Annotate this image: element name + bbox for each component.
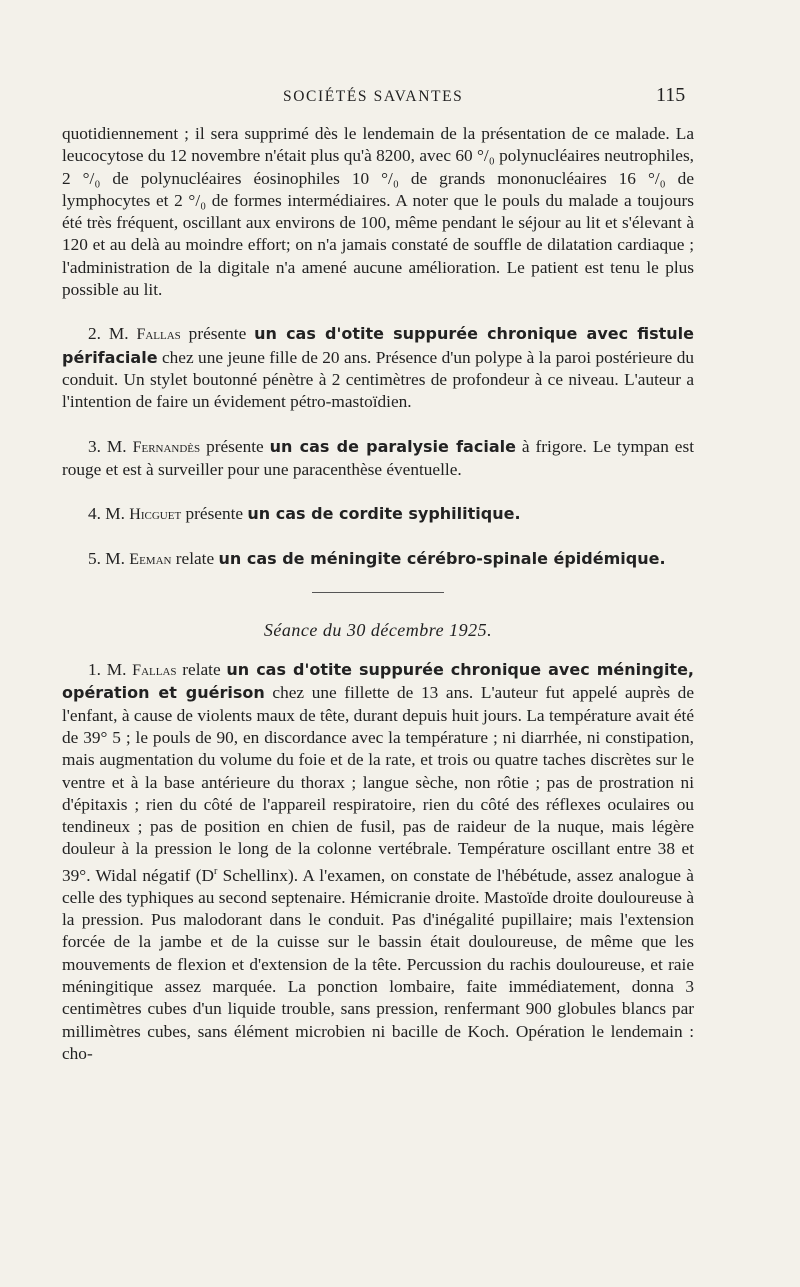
communication-item-2 — [62, 323, 694, 413]
page-number: 115 — [656, 84, 686, 106]
author-name: Fernandès — [132, 438, 201, 456]
communication-item-3 — [62, 436, 694, 482]
body-text — [62, 123, 694, 1065]
author-name: Hicguet — [129, 506, 182, 524]
item-verb: présente — [181, 504, 248, 524]
item-number: 4. M. — [88, 504, 125, 524]
item-verb: présente — [180, 324, 255, 344]
section-divider — [312, 592, 444, 593]
running-title: SOCIÉTÉS SAVANTES — [283, 88, 464, 105]
item-verb: relate — [171, 549, 219, 569]
paragraph-continuation: quotidiennement ; il sera supprimé dès le lendemain de la présentation de ce malade. La leucocytose du 12 novembre n'était plus qu'à 8200, avec 60 °/₀ polynucléaires neutrophiles, 2 °/₀ de polynucléaires éosinophiles 10 °/₀ de grands mononucléaires 16 °/₀ de lymphocytes et 2 °/₀ de formes intermédiaires. A noter que le pouls du malade a toujours été très fréquent, oscillant aux environs de 100, même pendant le séjour au lit et s'élevant à 120 et au delà au moindre effort; on n'a jamais constaté de souffle de dilatation cardiaque ; l'administration de la digitale n'a amené aucune amélioration. Le patient est tenu le plus possible au lit. — [62, 124, 694, 300]
item-text: chez une fillette de 13 ans. L'auteur fut appelé auprès de l'enfant, à cause de violents maux de tête, durant depuis huit jours. La température avait été de 39° 5 ; le pouls de 90, en discordance avec la température ; ni diarrhée, ni constipation, mais augmentation du volume du foie et de la rate, et trois ou quatre taches discrètes sur le ventre et à la base antérieure du thorax ; langue sèche, non rôtie ; pas de prostration ni d'épitaxis ; rien du côté de l'appareil respiratoire, rien du côté des réflexes oculaires ou tendineux ; pas de position en chien de fusil, pas de raideur de la nuque, mais légère douleur à la pression le long de la colonne vertébrale. Température oscillant entre 38 et 39°. Widal négatif (D — [62, 683, 694, 885]
author-name: Fallas — [136, 326, 181, 344]
author-name: Eeman — [129, 551, 172, 569]
running-header — [0, 84, 800, 114]
session-heading: Séance du 30 décembre 1925. — [263, 619, 493, 640]
communication-title: un cas d'otite suppurée chronique avec méningite, opération et guérison — [62, 660, 695, 703]
communication-title: un cas de méningite cérébro-spinale épidémique. — [218, 549, 666, 569]
communication-item-session-1 — [62, 659, 694, 1065]
communication-item-4 — [62, 503, 694, 526]
communication-item-5 — [62, 548, 694, 571]
item-text-continued: Schellinx). A l'examen, on constate de l'hébétude, assez analogue à celle des typhiques au second septenaire. Hémicranie droite. Mastoïde droite douloureuse à la pression. Pus malodorant dans le conduit. Pas d'inégalité pupillaire; mais l'extension forcée de la jambe et de la cuisse sur le bassin était douloureuse, de même que les mouvements de flexion et d'extension de la tête. Percussion du rachis douloureuse, et raie méningitique assez marquée. La ponction lombaire, faite immédiatement, donna 3 centimètres cubes d'un liquide trouble, sans pression, renfermant 900 globules blancs par millimètres cubes, sans élément microbien ni bacille de Koch. Opération le lendemain : cho- — [62, 865, 694, 1063]
communication-title: un cas de cordite syphilitique. — [247, 504, 521, 524]
author-name: Fallas — [132, 662, 177, 680]
communication-title: un cas de paralysie faciale — [269, 436, 516, 456]
item-number: 2. M. — [88, 324, 129, 344]
item-number: 5. M. — [88, 549, 125, 569]
item-number: 3. M. — [88, 436, 127, 456]
communication-title: un cas d'otite suppurée chronique avec fistule périfaciale — [62, 324, 694, 367]
doctor-abbrev-superscript: r — [213, 865, 218, 877]
item-text: à frigore. Le tympan est rouge et est à surveiller pour une paracenthèse éventuelle. — [62, 436, 695, 479]
item-text: chez une jeune fille de 20 ans. Présence d'un polype à la paroi postérieure du conduit. Un stylet boutonné pénètre à 2 centimètres de profondeur à ce niveau. L'auteur a l'intention de faire un évidement pétro-mastoïdien. — [62, 347, 694, 412]
item-verb: présente — [200, 436, 270, 456]
item-verb: relate — [176, 660, 227, 680]
item-number: 1. M. — [88, 660, 127, 680]
